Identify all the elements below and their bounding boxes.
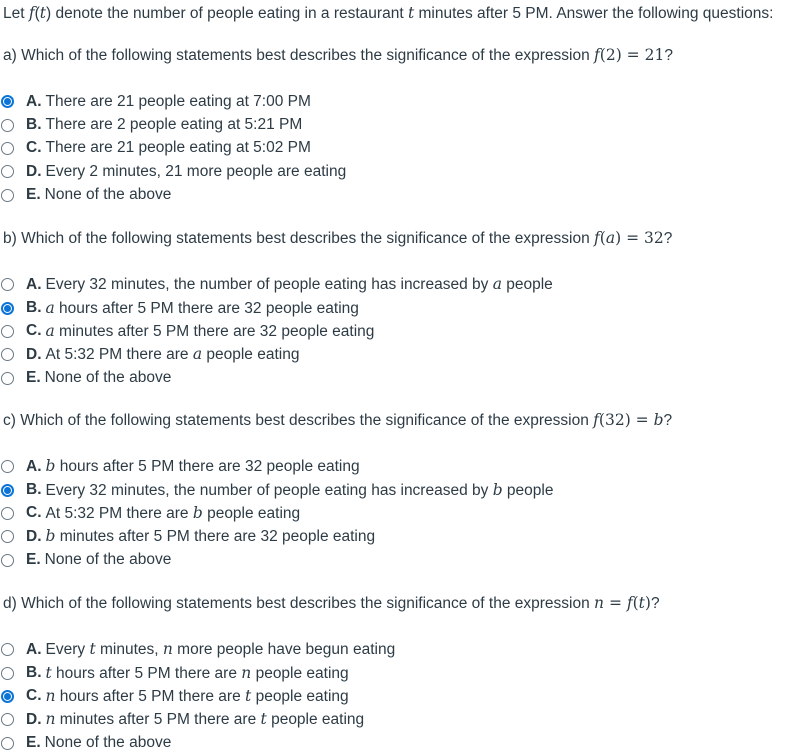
text-segment: There are 21 people eating at 5:02 PM xyxy=(45,139,311,157)
option-letter: E. xyxy=(26,186,41,204)
text-segment: Let xyxy=(3,5,29,22)
radio-button[interactable] xyxy=(1,530,14,543)
radio-button-selected[interactable] xyxy=(1,302,14,315)
text-segment: a) Which of the following statements best describes the significance of the expression xyxy=(3,47,595,64)
option-label xyxy=(46,299,359,318)
option-letter: B. xyxy=(26,299,42,317)
math-variable: a xyxy=(492,275,502,294)
math-variable: t xyxy=(45,663,52,682)
math-variable: t xyxy=(245,686,252,705)
math-variable: a xyxy=(45,321,55,340)
answer-option[interactable] xyxy=(0,184,346,207)
option-letter: E. xyxy=(26,551,41,569)
option-letter: E. xyxy=(26,734,41,752)
option-label xyxy=(46,664,349,683)
math-variable: n xyxy=(45,686,56,705)
option-label xyxy=(46,457,360,476)
radio-button[interactable] xyxy=(1,189,14,202)
math-expression: (2) = 21 xyxy=(599,46,665,64)
math-variable: t xyxy=(39,4,47,22)
radio-button[interactable] xyxy=(1,119,14,132)
option-letter: D. xyxy=(26,162,42,180)
text-segment: people eating xyxy=(202,504,301,522)
radio-button[interactable] xyxy=(1,325,14,338)
math-variable: n xyxy=(162,640,173,659)
text-segment: people xyxy=(502,481,554,499)
option-label xyxy=(46,275,553,294)
option-label xyxy=(46,116,303,134)
option-label xyxy=(46,139,311,157)
answer-option[interactable] xyxy=(0,708,395,731)
text-segment: Every 32 minutes, the number of people eating has increased by xyxy=(45,276,493,294)
option-letter: A. xyxy=(26,275,42,293)
option-label xyxy=(46,527,376,546)
option-letter: A. xyxy=(26,640,42,658)
option-label xyxy=(46,481,554,500)
text-segment: Every 2 minutes, 21 more people are eating xyxy=(45,162,347,180)
math-variable: t xyxy=(407,4,415,22)
option-label xyxy=(45,369,172,387)
math-variable: b xyxy=(492,480,503,499)
answer-option[interactable] xyxy=(0,685,395,708)
option-label xyxy=(46,504,301,523)
text-segment: minutes after 5 PM. Answer the following questions: xyxy=(414,5,774,22)
text-segment: minutes after 5 PM there are 32 people eating xyxy=(54,322,375,340)
radio-button[interactable] xyxy=(1,554,14,567)
math-variable: a xyxy=(605,229,616,247)
option-letter: B. xyxy=(26,481,42,499)
math-variable: f xyxy=(593,411,599,429)
option-label xyxy=(46,93,311,111)
option-label xyxy=(46,163,347,181)
text-segment: people xyxy=(501,276,553,294)
option-letter: A. xyxy=(26,92,42,110)
option-letter: C. xyxy=(26,687,42,705)
text-segment: None of the above xyxy=(44,369,172,387)
text-segment: people eating xyxy=(251,664,349,682)
radio-button[interactable] xyxy=(1,460,14,473)
option-letter: D. xyxy=(26,710,42,728)
radio-button[interactable] xyxy=(1,348,14,361)
radio-button[interactable] xyxy=(1,667,14,680)
answer-option[interactable] xyxy=(0,343,553,366)
text-segment: minutes, xyxy=(95,641,163,659)
text-segment: There are 21 people eating at 7:00 PM xyxy=(45,92,311,110)
radio-button-selected[interactable] xyxy=(1,95,14,108)
option-letter: E. xyxy=(26,369,41,387)
math-expression: = xyxy=(604,594,627,612)
math-expression: ( xyxy=(599,229,606,247)
text-segment: None of the above xyxy=(44,734,172,752)
text-segment: ? xyxy=(663,412,673,429)
answer-option[interactable] xyxy=(0,90,346,113)
math-variable: f xyxy=(626,594,633,612)
answer-option[interactable] xyxy=(0,732,395,755)
radio-button[interactable] xyxy=(1,507,14,520)
radio-button[interactable] xyxy=(1,165,14,178)
answer-option[interactable] xyxy=(0,273,553,296)
answer-option[interactable] xyxy=(0,525,553,548)
text-segment: hours after 5 PM there are xyxy=(51,664,242,682)
text-segment: people eating xyxy=(202,346,300,364)
text-segment: hours after 5 PM there are xyxy=(55,687,246,705)
text-segment: Every xyxy=(45,641,90,659)
option-label xyxy=(45,186,172,204)
question-c-prompt xyxy=(3,411,672,430)
text-segment: There are 2 people eating at 5:21 PM xyxy=(45,116,303,134)
answer-option[interactable] xyxy=(0,320,553,343)
answer-option[interactable] xyxy=(0,113,346,136)
option-letter: D. xyxy=(26,345,42,363)
math-variable: t xyxy=(638,594,645,612)
radio-button[interactable] xyxy=(1,278,14,291)
option-letter: C. xyxy=(26,504,42,522)
answer-option[interactable] xyxy=(0,296,553,319)
text-segment: ? xyxy=(664,47,673,64)
option-letter: C. xyxy=(26,322,42,340)
text-segment: minutes after 5 PM there are 32 people eating xyxy=(55,528,376,546)
question-b-options xyxy=(0,273,553,390)
option-label xyxy=(46,345,300,364)
math-variable: t xyxy=(89,640,96,659)
math-variable: a xyxy=(45,298,55,317)
option-label xyxy=(45,551,172,569)
math-variable: f xyxy=(28,4,35,22)
option-letter: B. xyxy=(26,116,42,134)
math-expression: ) xyxy=(644,594,651,612)
math-variable: b xyxy=(45,527,56,546)
math-variable: f xyxy=(594,46,600,64)
text-segment: At 5:32 PM there are xyxy=(45,504,193,522)
option-label xyxy=(46,710,365,729)
math-variable: n xyxy=(241,663,252,682)
option-letter: B. xyxy=(26,664,42,682)
text-segment: At 5:32 PM there are xyxy=(45,346,193,364)
text-segment: people eating xyxy=(266,711,365,729)
math-variable: a xyxy=(192,345,203,364)
option-label xyxy=(46,687,349,706)
radio-button[interactable] xyxy=(1,643,14,656)
text-segment: d) Which of the following statements best describes the significance of the expression xyxy=(3,595,595,612)
text-segment: hours after 5 PM there are 32 people eating xyxy=(55,458,360,476)
answer-option[interactable] xyxy=(0,160,346,183)
text-segment: ( xyxy=(34,5,40,22)
intro-text xyxy=(3,4,773,23)
math-expression: ( xyxy=(632,594,639,612)
option-letter: A. xyxy=(26,457,42,475)
question-d-prompt xyxy=(3,594,660,613)
option-letter: D. xyxy=(26,527,42,545)
math-variable: b xyxy=(45,457,56,476)
text-segment: ? xyxy=(663,230,673,247)
answer-option[interactable] xyxy=(0,549,553,572)
question-b-prompt xyxy=(3,229,672,248)
question-a-prompt xyxy=(3,46,673,65)
math-expression: ) = 32 xyxy=(615,229,664,247)
text-segment: hours after 5 PM there are 32 people eating xyxy=(54,299,359,317)
math-variable: b xyxy=(192,503,203,522)
text-segment: Every 32 minutes, the number of people eating has increased by xyxy=(45,481,493,499)
text-segment: people eating xyxy=(251,687,349,705)
math-variable: f xyxy=(594,229,600,247)
radio-button[interactable] xyxy=(1,713,14,726)
option-label xyxy=(46,322,375,341)
text-segment: None of the above xyxy=(44,186,172,204)
answer-option[interactable] xyxy=(0,455,553,478)
math-variable: b xyxy=(653,411,664,429)
answer-option[interactable] xyxy=(0,502,553,525)
math-variable: t xyxy=(260,710,267,729)
question-a-options xyxy=(0,90,346,207)
answer-option[interactable] xyxy=(0,367,553,390)
math-expression: (32) = xyxy=(598,411,654,429)
text-segment: ? xyxy=(650,595,660,612)
math-variable: n xyxy=(45,710,56,729)
answer-option[interactable] xyxy=(0,137,346,160)
text-segment: more people have begun eating xyxy=(172,641,396,659)
math-variable: n xyxy=(594,594,605,612)
question-d-options xyxy=(0,638,395,755)
option-label xyxy=(46,640,396,659)
text-segment: None of the above xyxy=(44,551,172,569)
text-segment: c) Which of the following statements best describes the significance of the expression xyxy=(3,412,594,429)
question-c-options xyxy=(0,455,553,572)
answer-option[interactable] xyxy=(0,478,553,501)
answer-option[interactable] xyxy=(0,661,395,684)
text-segment: ) denote the number of people eating in a restaurant xyxy=(46,5,408,22)
radio-button-selected[interactable] xyxy=(1,484,14,497)
option-letter: C. xyxy=(26,139,42,157)
option-label xyxy=(45,734,172,752)
text-segment: b) Which of the following statements best describes the significance of the expression xyxy=(3,230,595,247)
text-segment: minutes after 5 PM there are xyxy=(55,711,261,729)
radio-button[interactable] xyxy=(1,372,14,385)
answer-option[interactable] xyxy=(0,638,395,661)
radio-button[interactable] xyxy=(1,737,14,750)
radio-button[interactable] xyxy=(1,142,14,155)
radio-button-selected[interactable] xyxy=(1,690,14,703)
